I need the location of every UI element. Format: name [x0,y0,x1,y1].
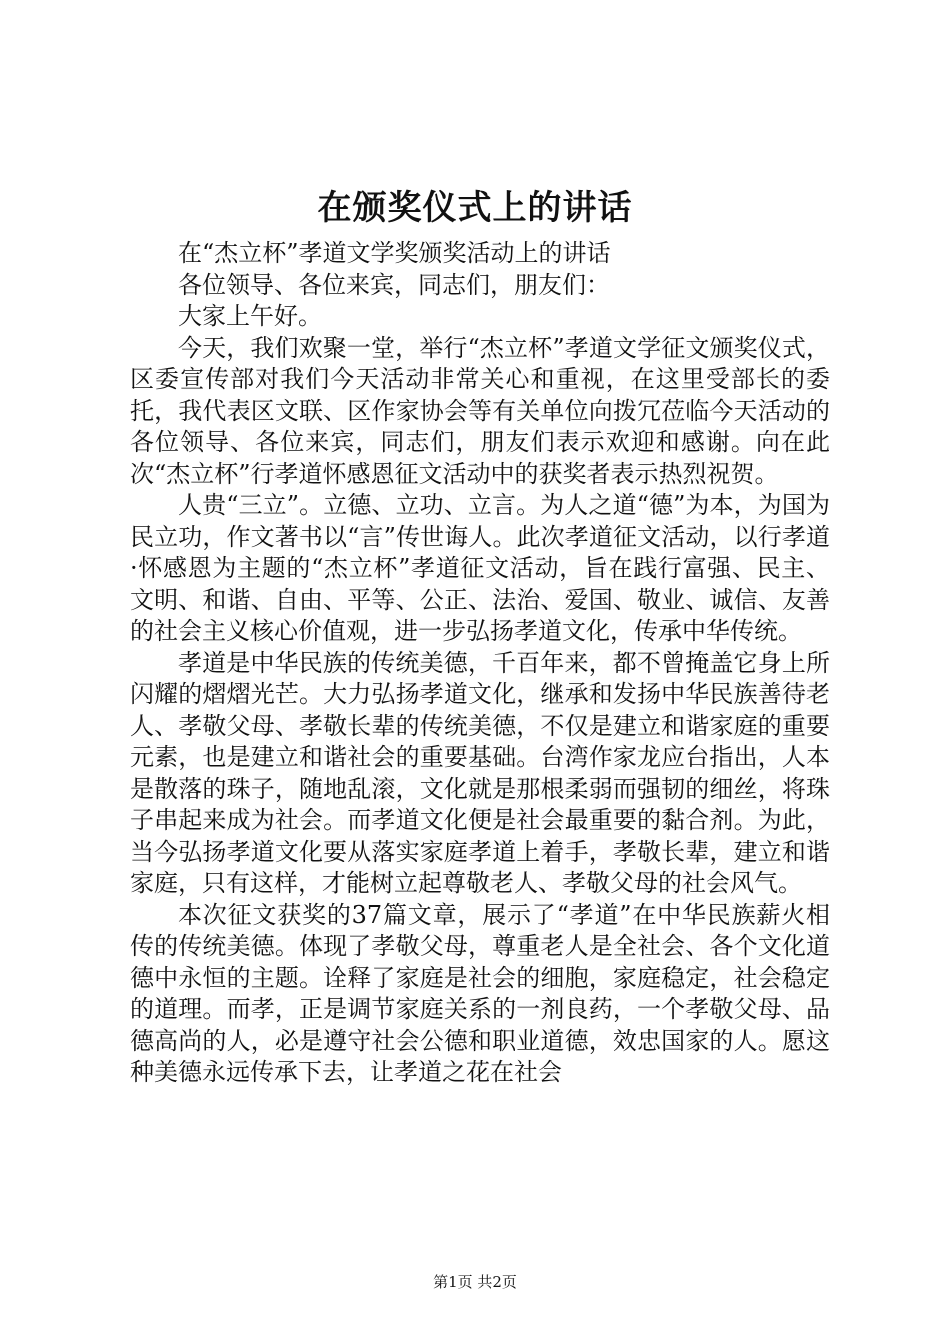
document-body [130,238,830,1089]
body-paragraph: 今天，我们欢聚一堂，举行“杰立杯”孝道文学征文颁奖仪式，区委宣传部对我们今天活动非常关心和重视，在这里受部长的委托，我代表区文联、区作家协会等有关单位向拨冗莅临今天活动的各位领导、各位来宾，同志们，朋友们表示欢迎和感谢。向在此次“杰立杯”行孝道怀感恩征文活动中的获奖者表示热烈祝贺。 [130,333,830,488]
greeting: 大家上午好。 [178,302,322,330]
body-paragraph: 孝道是中华民族的传统美德，千百年来，都不曾掩盖它身上所闪耀的熠熠光芒。大力弘扬孝道文化，继承和发扬中华民族善待老人、孝敬父母、孝敬长辈的传统美德，不仅是建立和谐家庭的重要元素，也是建立和谐社会的重要基础。台湾作家龙应台指出，人本是散落的珠子，随地乱滚，文化就是那根柔弱而强韧的细丝，将珠子串起来成为社会。而孝道文化便是社会最重要的黏合剂。为此，当今弘扬孝道文化要从落实家庭孝道上着手，孝敬长辈，建立和谐家庭，只有这样，才能树立起尊敬老人、孝敬父母的社会风气。 [130,648,830,897]
salutation: 各位领导、各位来宾，同志们，朋友们： [178,270,610,299]
body-paragraph: 本次征文获奖的37篇文章，展示了“孝道”在中华民族薪火相传的传统美德。体现了孝敬父母，尊重老人是全社会、各个文化道德中永恒的主题。诠释了家庭是社会的细胞，家庭稳定，社会稳定的道理。而孝，正是调节家庭关系的一剂良药，一个孝敬父母、品德高尚的人，必是遵守社会公德和职业道德，效忠国家的人。愿这种美德永远传承下去，让孝道之花在社会 [130,900,830,1086]
body-paragraph: 人贵“三立”。立德、立功、立言。为人之道“德”为本，为国为民立功，作文著书以“言”传世诲人。此次孝道征文活动，以行孝道·怀感恩为主题的“杰立杯”孝道征文活动，旨在践行富强、民主、文明、和谐、自由、平等、公正、法治、爱国、敬业、诚信、友善的社会主义核心价值观，进一步弘扬孝道文化，传承中华传统。 [130,491,830,645]
document-title: 在颁奖仪式上的讲话 [317,188,633,228]
page-footer: 第1页 共2页 [433,1273,517,1291]
speech-heading: 在“杰立杯”孝道文学奖颁奖活动上的讲话 [178,239,611,267]
